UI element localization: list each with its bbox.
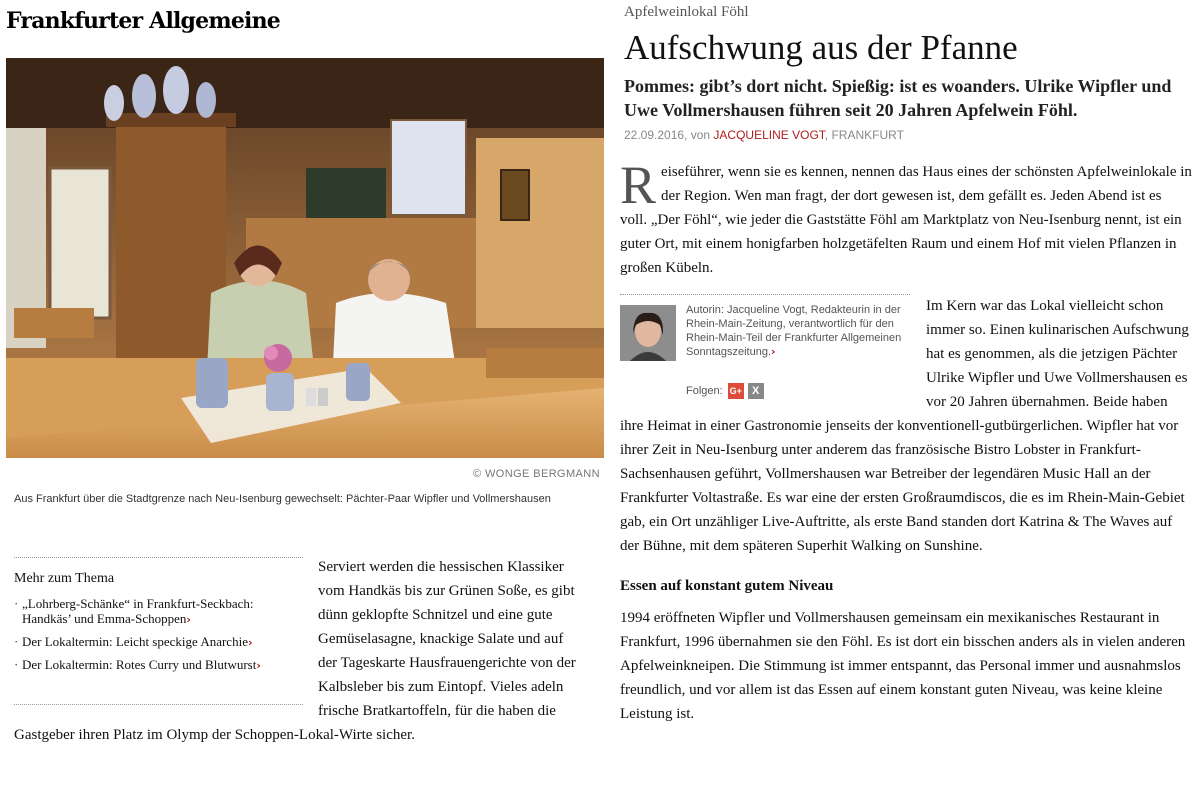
dropcap: R [620, 155, 657, 215]
article-kicker: Apfelweinlokal Föhl [624, 4, 749, 20]
author-bio: Autorin: Jacqueline Vogt, Redakteurin in der Rhein-Main-Zeitung, verantwortlich für den Rhein-Main-Teil der Frankfurter Allgemeinen Sonntagszeitung.› [686, 304, 902, 358]
chevron-right-icon: › [247, 636, 253, 649]
photo-caption: Aus Frankfurt über die Stadtgrenze nach Neu-Isenburg gewechselt: Pächter-Paar Wipfler und Vollmershausen [14, 493, 551, 505]
paragraph-2: Im Kern war das Lokal vielleicht schon immer so. Einen kulinarischen Aufschwung hat es genommen, als die jetzigen Pächter Ulrike Wipfler und Uwe Vollmershausen es vor 20 Jahren übernahmen. Beide haben ihre Heimat in einer Gastronomie jenseits der konventionell-gutbürgerlichen. Wipfler hat vor ihrer Zeit in Neu-Isenburg unter anderem das französische Bistro Lobster in Frankfurt-Sachsenhausen geführt, Vollmershausen war Betreiber der legendären Music Hall an der Frankfurter Voltastraße. Es war eine der ersten Großraumdiscos, die es im Rhein-Main-Gebiet gab, ein Ort unzähliger Live-Auftritte, als erste Band standen dort Katrina & The Waves auf der Bühne, mit dem späteren Superhit Walking on Sunshine. [620, 298, 1189, 554]
author-box [620, 294, 910, 408]
related-list [14, 596, 303, 673]
google-plus-icon[interactable]: G+ [728, 383, 744, 399]
article-body [620, 155, 1192, 726]
paragraph-3: 1994 eröffneten Wipfler und Vollmershausen gemeinsam ein mexikanisches Restaurant in Frankfurt, 1996 übernahmen sie den Föhl. Es ist dort ein bisschen anders als in vielen anderen Apfelweinkneipen. Die Stimmung ist immer entspannt, das Personal immer und ausnahmslos freundlich, und vor allem ist das Essen auf einem konstant guten Niveau, was keine kleine Leistung ist. [620, 610, 1186, 722]
follow-label: Folgen: [686, 385, 723, 397]
left-body-text: Serviert werden die hessischen Klassiker vom Handkäs bis zur Grünen Soße, es gibt dünn geklopfte Schnitzel und eine gute Gemüselasagne, knackige Salate und auf der Tageskarte Hausfrauengerichte von der Kalbsleber bis zum Eintopf. Vieles adeln frische Bratkartoffeln, für die haben die Gastgeber ihren Platz im Olymp der Schoppen-Lokal-Wirte sicher. [14, 559, 576, 743]
paragraph-1: Reiseführer, wenn sie es kennen, nennen das Haus eines der schönsten Apfelweinlokale in der Region. Wen man fragt, der dort gewesen ist, dem gefällt es. Jeden Abend ist es voll. „Der Föhl“, wie jeder die Gaststätte Föhl am Marktplatz von Neu-Isenburg nennt, ist ein guter Ort, mit einem honigfarben holzgetäfelten Raum und einem Hof mit vielen Pflanzen in großen Kübeln. [620, 155, 1192, 276]
related-articles-box [14, 557, 303, 705]
related-item[interactable]: · Der Lokaltermin: Leicht speckige Anarchie› [14, 634, 303, 650]
article-teaser: Pommes: gibt’s dort nicht. Spießig: ist es woanders. Ulrike Wipfler und Uwe Vollmershausen führen seit 20 Jahren Apfelwein Föhl. [624, 76, 1172, 120]
article-headline: Aufschwung aus der Pfanne [624, 28, 1018, 67]
follow-row [686, 379, 764, 403]
author-link[interactable]: JACQUELINE VOGT [713, 128, 825, 142]
related-item[interactable]: · Der Lokaltermin: Rotes Curry und Blutwurst› [14, 657, 303, 673]
xing-icon[interactable]: X [748, 383, 764, 399]
article-date: 22.09.2016, von [624, 128, 711, 142]
site-logo[interactable]: Frankfurter Allgemeine [6, 8, 280, 34]
related-title: Mehr zum Thema [14, 571, 115, 586]
article-subheading: Essen auf konstant gutem Niveau [620, 578, 834, 594]
article-location: , FRANKFURT [824, 128, 904, 142]
chevron-right-icon: › [186, 613, 191, 626]
chevron-right-icon[interactable]: › [771, 345, 776, 358]
article-meta [624, 128, 904, 142]
article-photo [6, 58, 604, 458]
related-item[interactable]: · „Lohrberg-Schänke“ in Frankfurt-Seckbach: Handkäs’ und Emma-Schoppen› [14, 596, 303, 627]
author-portrait [620, 305, 676, 361]
photo-credit: © WONGE BERGMANN [473, 468, 600, 480]
chevron-right-icon: › [256, 659, 261, 672]
